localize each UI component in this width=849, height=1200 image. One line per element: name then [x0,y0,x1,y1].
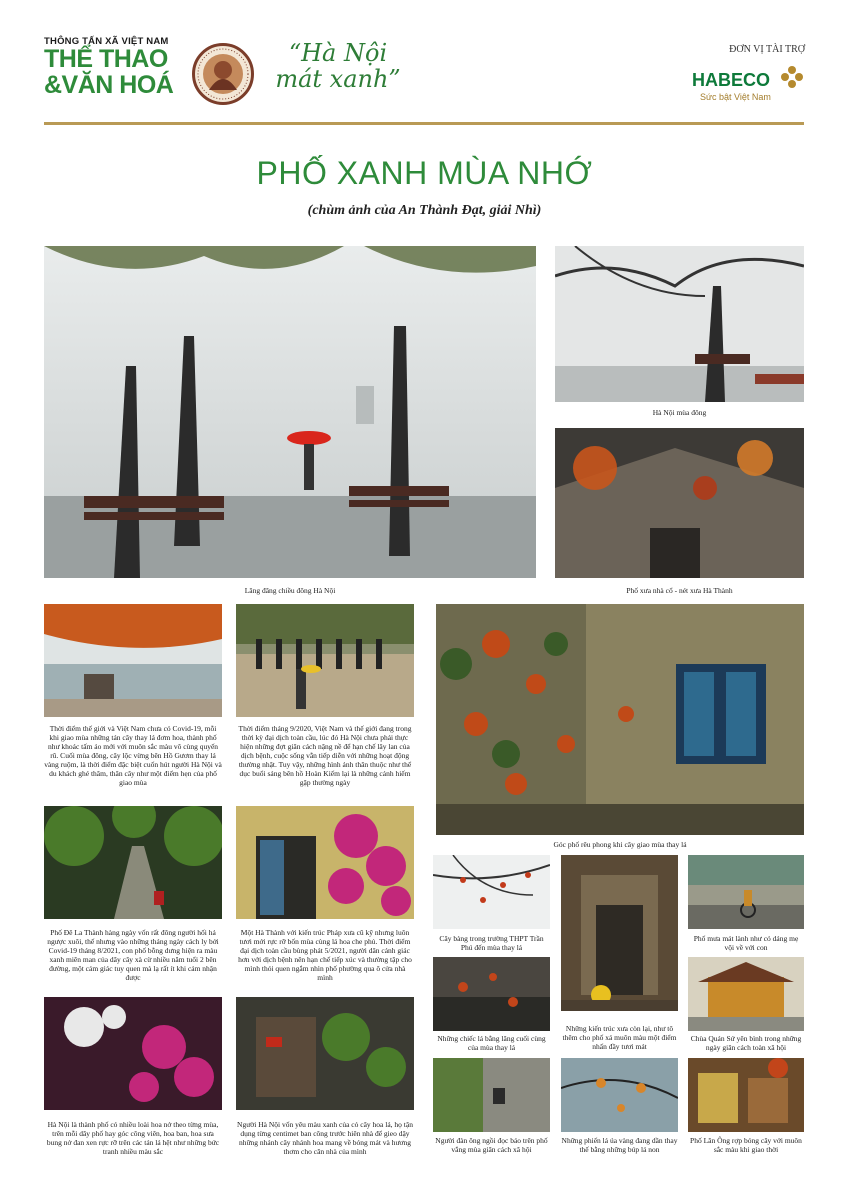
photo-hanoi-winter [555,246,804,402]
sponsor-logo-text: HABECO [692,70,771,90]
photo-morning-exercise [236,604,414,717]
newspaper-logo-line1: THỂ THAO [44,45,168,73]
caption-de-la-thanh-street: Phố Đê La Thành hàng ngày vốn rất đông người hối hả ngược xuôi, thế nhưng vào những tháng ngày cách ly bởi Covid-19 tháng 8/2021, con phố bỗng dưng hiện ra màu xanh miên man của dãy cây xà cừ nhiều năm tuổi 2 bên đường, một cảm giác tuy quen mà lạ rất ít khi cảm nhận được [47,928,219,982]
photo-old-house [555,428,804,578]
sponsor-label: ĐƠN VỊ TÀI TRỢ [729,44,805,55]
caption-lagerstroemia-leaves: Những chiếc lá bằng lăng cuối cùng của mùa thay lá [437,1034,546,1052]
caption-lake-winter-afternoon: Lãng đãng chiều đông Hà Nội [244,586,336,595]
caption-yellow-leaves-buds: Những phiến lá úa vàng đang dần thay thế bằng những búp lá non [561,1136,678,1154]
photo-lake-autumn-tree [44,604,222,717]
slogan-line2: mát xanh” [275,65,401,93]
agency-name: THÔNG TẤN XÃ VIỆT NAM [44,36,169,47]
caption-morning-exercise: Thời điểm tháng 9/2020, Việt Nam và thế giới đang trong thời kỳ đại dịch toàn cầu, lúc đó Hà Nội chưa phải thực hiện những đợt giãn cách nặng nề để hạn chế lây lan của dịch bệnh, cuộc sống vẫn tiếp diễn với những hoạt động thường nhật. Tuy vậy, những hình ảnh thân thuộc như thể dục buổi sáng bên hồ Hoàn Kiếm lại là những cảnh hiếm gặp thường ngày [238,724,412,787]
photo-quan-su-pagoda [688,957,804,1031]
sponsor-tagline: Sức bật Việt Nam [700,92,771,102]
photo-french-window-flowers [236,806,414,919]
caption-balcony-plants: Người Hà Nội vốn yêu màu xanh của cỏ cây hoa lá, họ tận dụng từng centimet ban công trước hiên nhà để gieo dậy những nhánh cây nhánh hoa mang về bóng mát và hương thơm cho căn nhà của mình [237,1120,413,1156]
caption-hanoi-winter: Hà Nội mùa đông [652,408,707,417]
portrait-seal-logo [192,43,254,105]
slogan-line1: “Hà Nội [288,39,388,67]
photo-man-reading-newspaper [433,1058,550,1132]
sponsor-flower-icon [779,64,805,90]
photo-yellow-leaves-buds [561,1058,678,1132]
photo-de-la-thanh-street [44,806,222,919]
photo-balcony-plants [236,997,414,1110]
photo-rainy-street-bicycle [688,855,804,929]
header-divider [44,122,804,125]
caption-flowers-branches: Hà Nội là thành phố có nhiều loài hoa nở theo từng mùa, trên mỗi dãy phố hay góc công viên, hoa ban, hoa sưa bung nở đan xen rực rỡ trên các tán lá hệt như những bức tranh nhiều màu sắc [46,1120,220,1156]
caption-tran-phu-school-tree: Cây bàng trong trường THPT Trần Phú đến mùa thay lá [439,934,544,952]
newspaper-logo-line2: &VĂN HOÁ [44,71,174,99]
photo-tran-phu-school-tree [433,855,550,929]
caption-rainy-street-bicycle: Phố mưa mát lành như có dáng mẹ vội về với con [693,934,799,952]
caption-french-window-flowers: Một Hà Thành với kiến trúc Pháp xưa cũ kỹ nhưng luôn tươi mới rực rỡ bốn mùa cùng lá hoa che phủ. Thời điểm đại dịch toàn cầu bùng phát 5/2021, người dân cảnh giác hơn với dịch bệnh nên hạn chế tiếp xúc và thường tập cho mình thói quen ngắm nhìn phố phường qua ô cửa nhà mình [238,928,412,982]
photo-lan-ong-street [688,1058,804,1132]
caption-old-architecture: Những kiến trúc xưa còn lại, như tô thêm cho phố xá muôn màu một điểm nhấn đầy tươi mát [562,1024,677,1051]
article-title: PHỐ XANH MÙA NHỚ [256,155,593,191]
photo-old-architecture [561,855,678,1011]
photo-lake-winter-afternoon [44,246,536,578]
photo-flowers-branches [44,997,222,1110]
caption-lan-ong-street: Phố Lãn Ông rợp bóng cây với muôn sắc màu khi giao thời [690,1136,802,1154]
caption-man-reading-newspaper: Người đàn ông ngồi đọc báo trên phố vắng mùa giãn cách xã hội [435,1136,548,1154]
caption-mossy-street-corner: Góc phố rêu phong khi cây giao mùa thay lá [553,840,687,849]
caption-lake-autumn-tree: Thời điểm thế giới và Việt Nam chưa có Covid-19, mỗi khi giao mùa những tán cây thay lá đơm hoa, thành phố như khoác tấm áo mới với muôn sắc màu vô cùng quyến rũ. Cuối mùa đông, cây lộc vừng bên Hồ Gươm thay lá vàng ruộm, là thời điểm đặc biệt cuốn hút người Hà Nội và du khách ghé thăm, thân cây như một điểm hẹn của phố giao mùa [44,724,222,787]
campaign-slogan [268,40,408,92]
article-subtitle: (chùm ảnh của An Thành Đạt, giải Nhì) [307,203,542,218]
caption-quan-su-pagoda: Chùa Quán Sứ yên bình trong những ngày giãn cách toàn xã hội [690,1034,802,1052]
photo-lagerstroemia-leaves [433,957,550,1031]
photo-mossy-street-corner [436,604,804,835]
caption-old-house: Phố xưa nhà cổ - nét xưa Hà Thành [626,586,733,595]
